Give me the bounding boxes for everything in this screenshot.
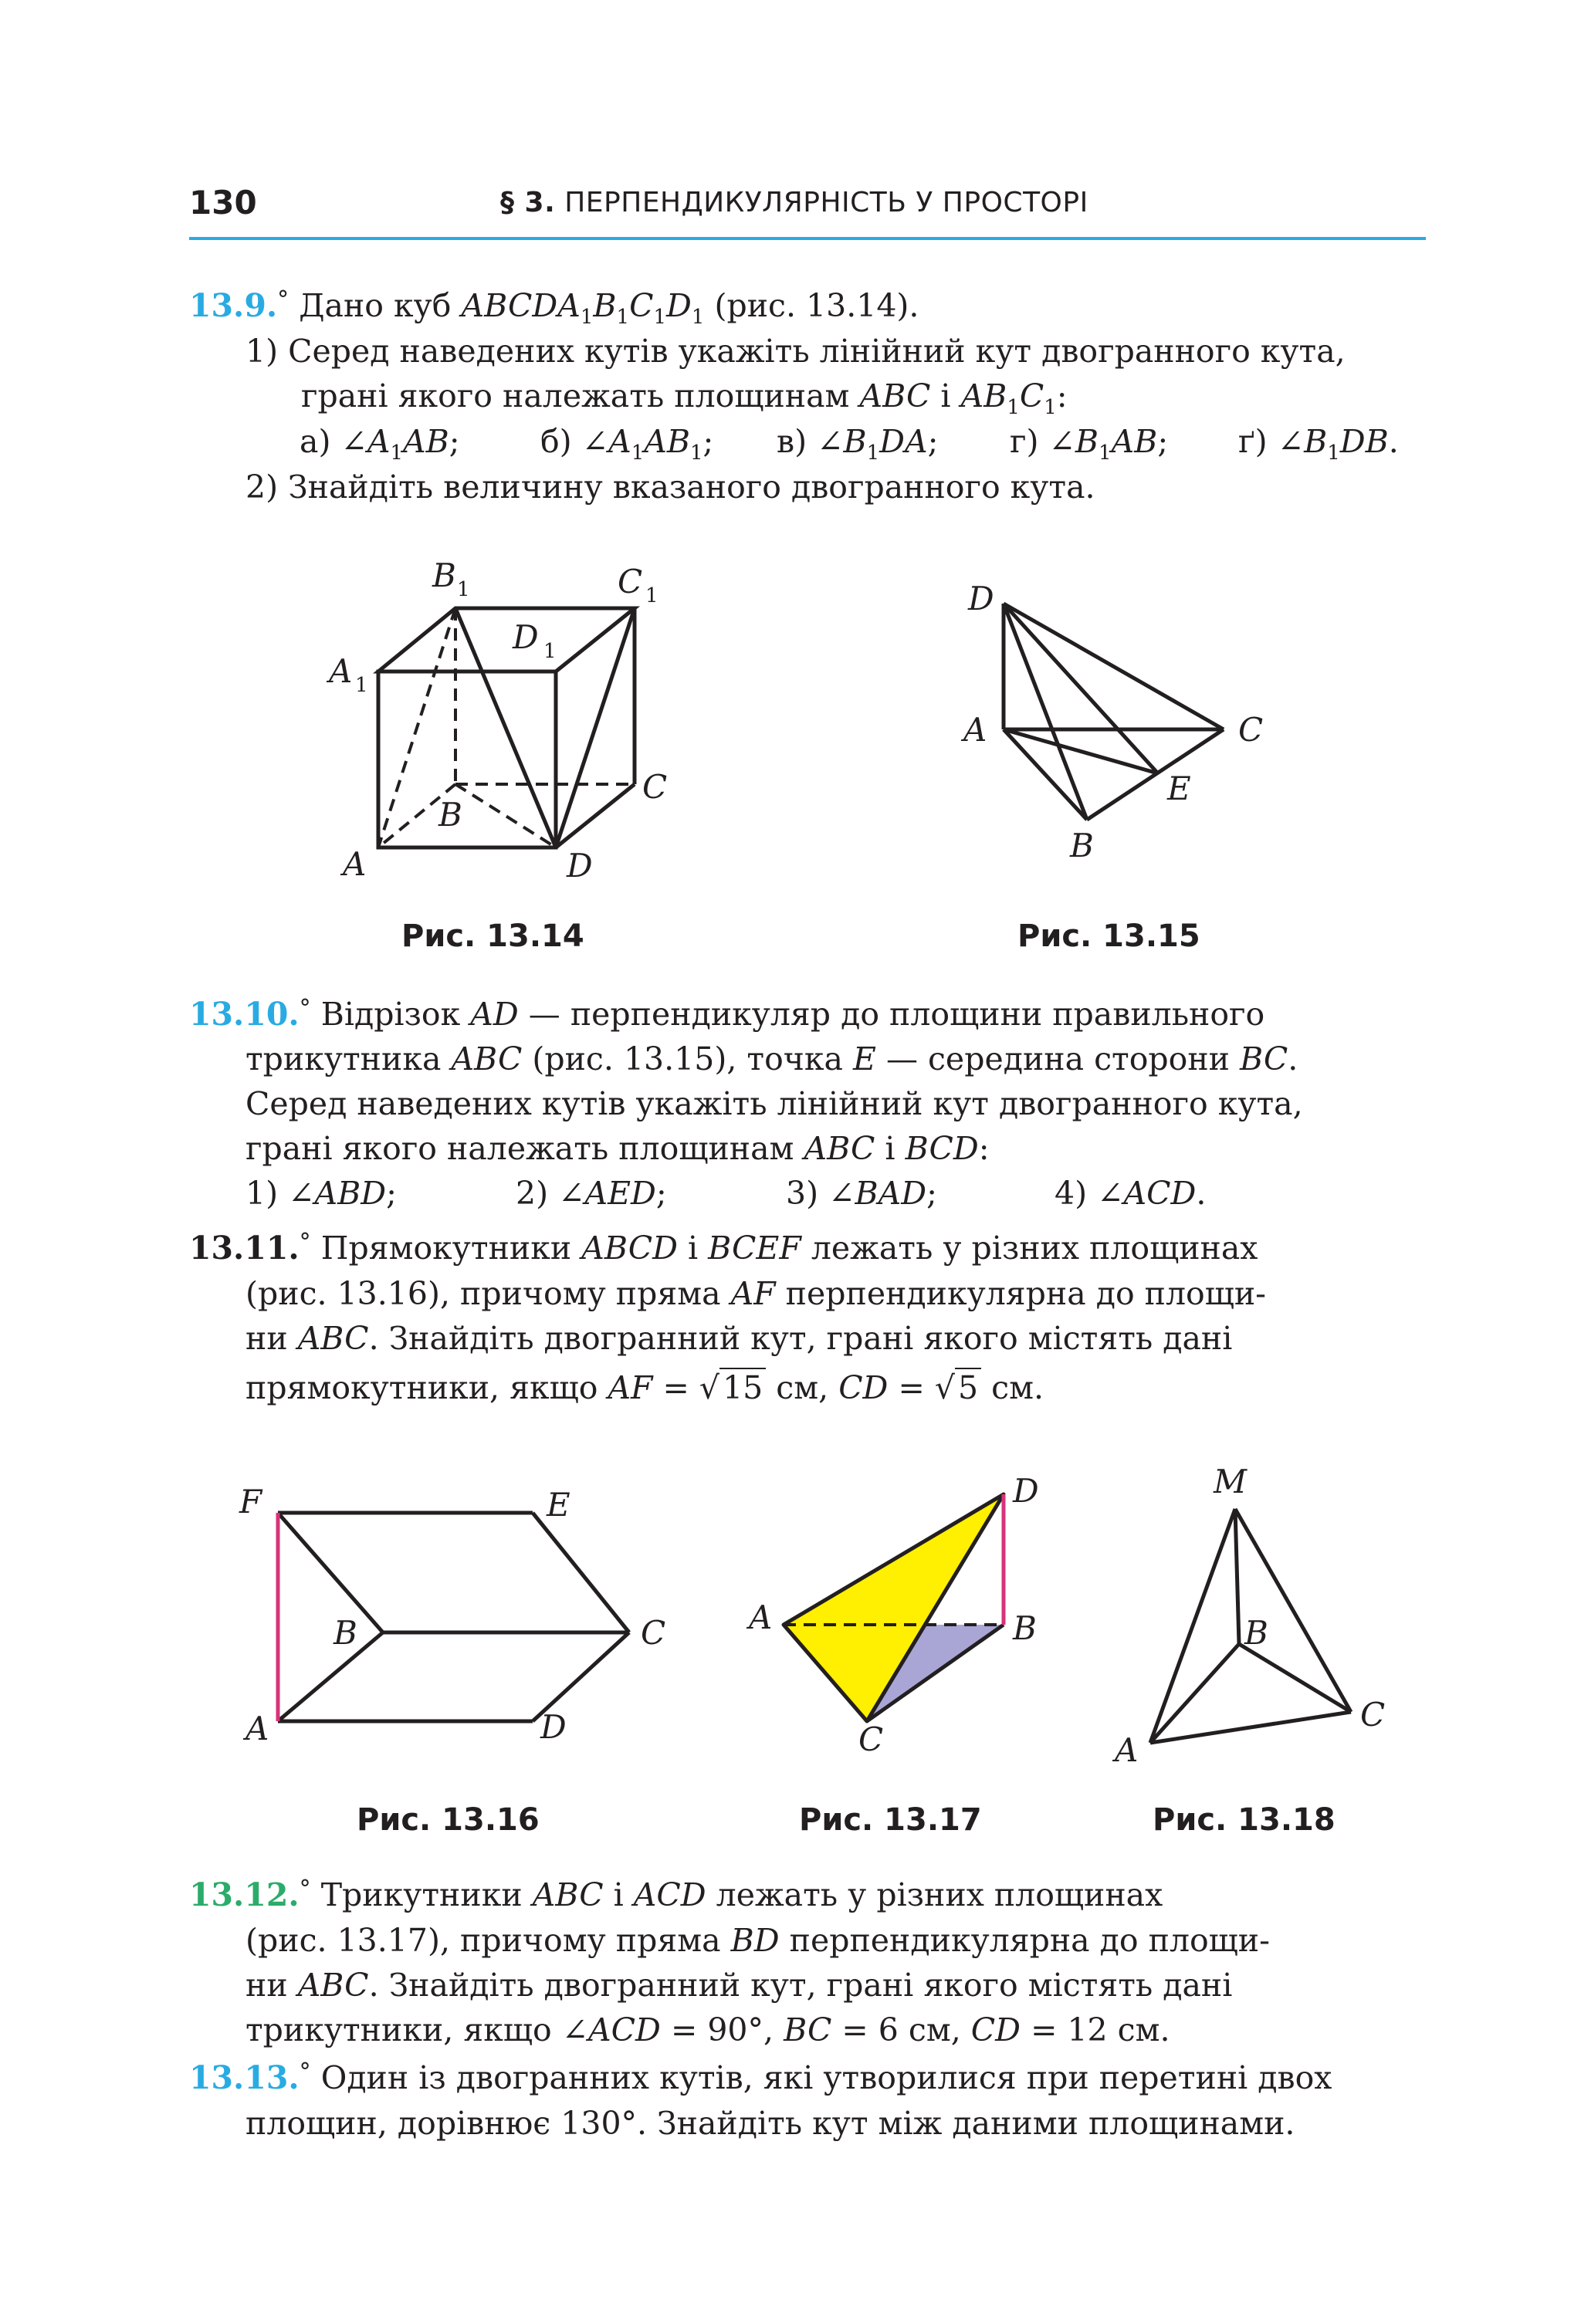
problem-13-12-line1: 13.12.° Трикутники ABC і ACD лежать у різних площинах bbox=[189, 1876, 1163, 1913]
label-B: B bbox=[333, 1614, 357, 1652]
caption-13-15: Рис. 13.15 bbox=[1017, 918, 1200, 954]
label-A: A bbox=[1115, 1731, 1139, 1769]
label-D: D bbox=[567, 847, 593, 885]
label-C: C bbox=[1238, 711, 1264, 749]
problem-13-11-line1: 13.11.° Прямокутники ABCD і BCEF лежать у різних площинах bbox=[189, 1229, 1258, 1267]
label-C: C bbox=[858, 1720, 884, 1758]
problem-13-10-line4: грані якого належать площинам ABC і BCD: bbox=[245, 1130, 990, 1167]
label-C: C bbox=[642, 768, 668, 806]
problem-13-13-line1: 13.13.° Один із двогранних кутів, які утворилися при перетині двох bbox=[189, 2058, 1332, 2096]
problem-13-9-q1a: 1) Серед наведених кутів укажіть лінійний кут двогранного кута, bbox=[245, 333, 1346, 370]
label-D: D bbox=[540, 1708, 567, 1746]
problem-13-10-line3: Серед наведених кутів укажіть лінійний кут двогранного кута, bbox=[245, 1085, 1303, 1122]
label-E: E bbox=[1167, 770, 1191, 807]
problem-13-9-line1: 13.9.° Дано куб $ABCDA_1B_1C_1D_1$ (рис. 13.14). bbox=[189, 286, 919, 330]
label-C1: C bbox=[618, 563, 643, 600]
label-A1: A bbox=[329, 652, 353, 690]
problem-13-12-line3: ни ABC. Знайдіть двогранний кут, грані якого містять дані bbox=[245, 1967, 1233, 2004]
label-A: A bbox=[245, 1710, 269, 1747]
svg-text:1: 1 bbox=[645, 584, 658, 607]
label-B: B bbox=[438, 796, 462, 834]
label-D1: D bbox=[513, 618, 539, 656]
label-E: E bbox=[547, 1486, 570, 1524]
svg-text:1: 1 bbox=[457, 578, 470, 601]
label-A: A bbox=[343, 845, 367, 883]
label-D: D bbox=[968, 580, 994, 617]
problem-13-12-line2: (рис. 13.17), причому пряма BD перпендикулярна до площи- bbox=[245, 1922, 1270, 1959]
caption-13-16: Рис. 13.16 bbox=[357, 1802, 540, 1838]
label-A: A bbox=[749, 1598, 773, 1636]
label-M: M bbox=[1214, 1463, 1248, 1500]
problem-13-9-q1b: грані якого належать площинам ABC і $AB_1C_1$: bbox=[301, 377, 1068, 420]
caption-13-14: Рис. 13.14 bbox=[401, 918, 584, 954]
svg-text:1: 1 bbox=[355, 674, 368, 697]
problem-13-10-line1: 13.10.° Відрізок AD — перпендикуляр до площини правильного bbox=[189, 995, 1265, 1033]
problem-13-13-line2: площин, дорівнює 130°. Знайдіть кут між даними площинами. bbox=[245, 2105, 1295, 2142]
problem-13-11-line2: (рис. 13.16), причому пряма AF перпендикулярна до площи- bbox=[245, 1275, 1267, 1312]
label-A: A bbox=[963, 711, 987, 749]
section-title: § 3. ПЕРПЕНДИКУЛЯРНІСТЬ У ПРОСТОРІ bbox=[500, 187, 1088, 218]
label-F: F bbox=[239, 1483, 262, 1521]
caption-13-17: Рис. 13.17 bbox=[799, 1802, 982, 1838]
problem-13-9-q2: 2) Знайдіть величину вказаного двогранного кута. bbox=[245, 469, 1095, 506]
page-number: 130 bbox=[189, 184, 257, 222]
label-D: D bbox=[1013, 1472, 1039, 1510]
label-C: C bbox=[641, 1614, 666, 1652]
problem-13-11-line4: прямокутники, якщо AF = √15 см, CD = √5 см. bbox=[245, 1369, 1044, 1406]
problem-13-12-line4: трикутники, якщо ∠ACD = 90°, BC = 6 см, CD = 12 см. bbox=[245, 2011, 1170, 2048]
label-B1: B bbox=[432, 556, 456, 594]
svg-text:1: 1 bbox=[543, 640, 557, 663]
label-B: B bbox=[1013, 1609, 1037, 1647]
problem-13-10-line2: трикутника ABC (рис. 13.15), точка E — середина сторони BC. bbox=[245, 1040, 1298, 1077]
problem-13-11-line3: ни ABC. Знайдіть двогранний кут, грані якого містять дані bbox=[245, 1320, 1233, 1357]
label-B: B bbox=[1070, 827, 1094, 864]
label-C: C bbox=[1360, 1696, 1386, 1734]
label-B: B bbox=[1244, 1614, 1268, 1652]
caption-13-18: Рис. 13.18 bbox=[1153, 1802, 1336, 1838]
